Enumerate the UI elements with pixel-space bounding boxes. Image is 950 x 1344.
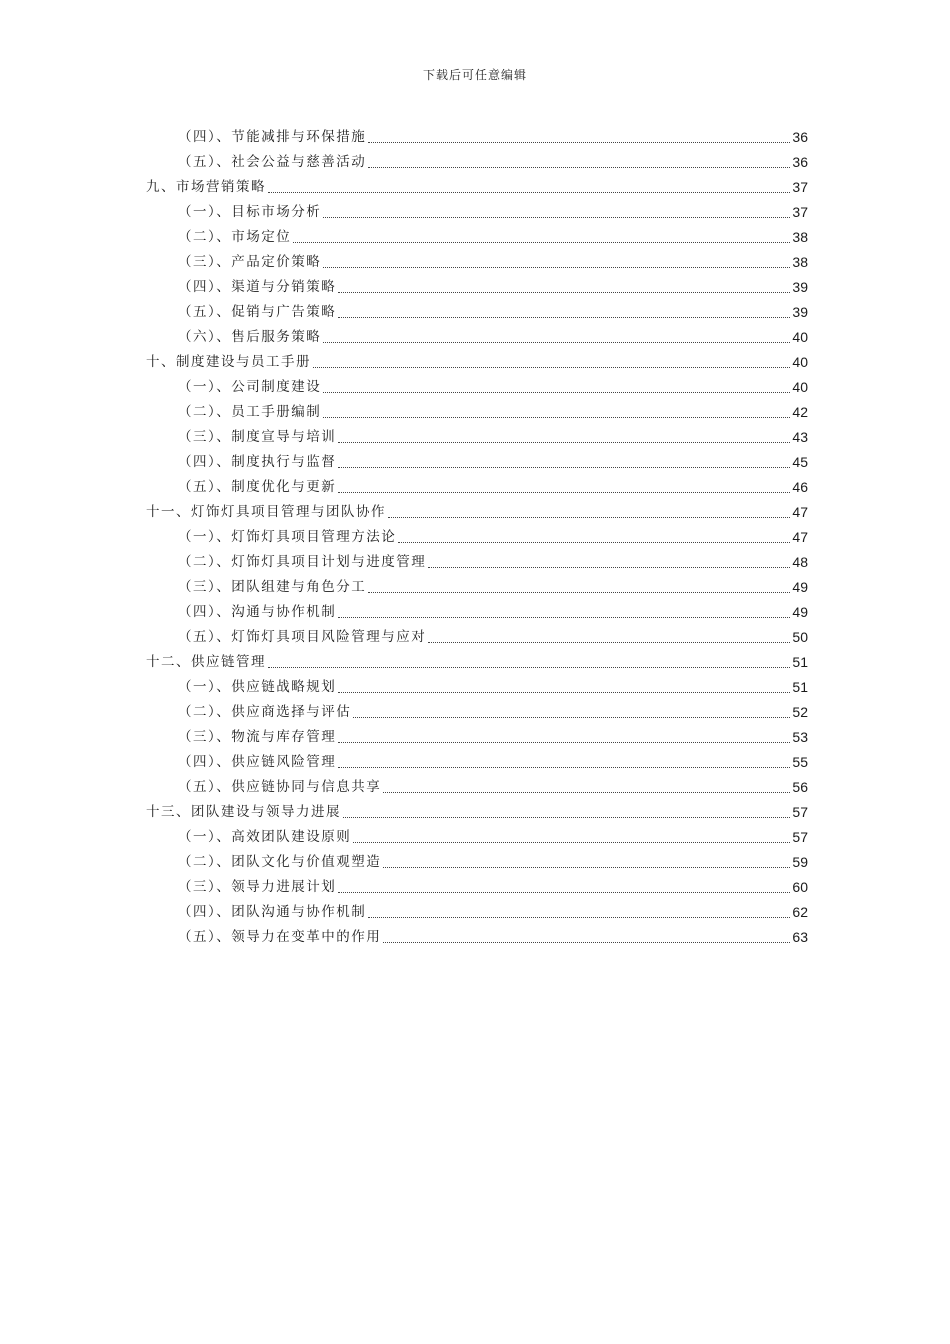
- toc-page-number: 47: [792, 504, 808, 520]
- toc-page-number: 59: [792, 854, 808, 870]
- toc-section-entry[interactable]: [0, 525, 808, 550]
- toc-dot-leader: [323, 217, 790, 218]
- toc-chapter-entry[interactable]: [0, 650, 808, 675]
- toc-page-number: 47: [792, 529, 808, 545]
- toc-page-number: 45: [792, 454, 808, 470]
- toc-section-entry[interactable]: [0, 750, 808, 775]
- toc-page-number: 38: [792, 229, 808, 245]
- toc-entry-title: （四）、团队沟通与协作机制: [178, 904, 367, 920]
- toc-entry-title: 九、市场营销策略: [146, 179, 266, 195]
- toc-section-entry[interactable]: [0, 875, 808, 900]
- toc-entry-title: （六）、售后服务策略: [178, 329, 322, 345]
- toc-dot-leader: [368, 167, 790, 168]
- toc-entry-title: （一）、供应链战略规划: [178, 679, 337, 695]
- toc-section-entry[interactable]: [0, 825, 808, 850]
- toc-dot-leader: [368, 917, 790, 918]
- toc-page-number: 36: [792, 154, 808, 170]
- toc-section-entry[interactable]: [0, 775, 808, 800]
- toc-entry-title: 十二、供应链管理: [146, 654, 266, 670]
- toc-dot-leader: [323, 342, 790, 343]
- toc-page-number: 43: [792, 429, 808, 445]
- toc-dot-leader: [323, 392, 790, 393]
- toc-dot-leader: [338, 692, 790, 693]
- toc-entry-title: （二）、供应商选择与评估: [178, 704, 352, 720]
- toc-page-number: 39: [792, 279, 808, 295]
- toc-page-number: 40: [792, 329, 808, 345]
- toc-entry-title: （五）、促销与广告策略: [178, 304, 337, 320]
- toc-page-number: 42: [792, 404, 808, 420]
- toc-page-number: 53: [792, 729, 808, 745]
- toc-section-entry[interactable]: [0, 325, 808, 350]
- toc-entry-title: （三）、领导力进展计划: [178, 879, 337, 895]
- toc-section-entry[interactable]: [0, 600, 808, 625]
- toc-dot-leader: [268, 667, 790, 668]
- toc-dot-leader: [338, 292, 790, 293]
- toc-page-number: 52: [792, 704, 808, 720]
- toc-section-entry[interactable]: [0, 625, 808, 650]
- toc-page-number: 60: [792, 879, 808, 895]
- toc-page-number: 48: [792, 554, 808, 570]
- toc-entry-title: （三）、物流与库存管理: [178, 729, 337, 745]
- toc-entry-title: 十三、团队建设与领导力进展: [146, 804, 341, 820]
- toc-entry-title: （五）、领导力在变革中的作用: [178, 929, 382, 945]
- toc-dot-leader: [338, 492, 790, 493]
- toc-entry-title: （四）、渠道与分销策略: [178, 279, 337, 295]
- toc-chapter-entry[interactable]: [0, 500, 808, 525]
- toc-section-entry[interactable]: [0, 400, 808, 425]
- toc-entry-title: （五）、制度优化与更新: [178, 479, 337, 495]
- toc-entry-title: 十、制度建设与员工手册: [146, 354, 311, 370]
- toc-dot-leader: [313, 367, 790, 368]
- toc-dot-leader: [293, 242, 790, 243]
- toc-section-entry[interactable]: [0, 850, 808, 875]
- toc-page-number: 57: [792, 804, 808, 820]
- toc-dot-leader: [368, 592, 790, 593]
- toc-section-entry[interactable]: [0, 450, 808, 475]
- toc-section-entry[interactable]: [0, 275, 808, 300]
- toc-dot-leader: [353, 842, 790, 843]
- toc-dot-leader: [353, 717, 790, 718]
- toc-section-entry[interactable]: [0, 675, 808, 700]
- toc-dot-leader: [388, 517, 790, 518]
- toc-chapter-entry[interactable]: [0, 800, 808, 825]
- toc-page-number: 51: [792, 679, 808, 695]
- toc-section-entry[interactable]: [0, 900, 808, 925]
- toc-section-entry[interactable]: [0, 200, 808, 225]
- toc-page-number: 37: [792, 204, 808, 220]
- toc-page-number: 50: [792, 629, 808, 645]
- toc-entry-title: （五）、社会公益与慈善活动: [178, 154, 367, 170]
- toc-section-entry[interactable]: [0, 375, 808, 400]
- toc-entry-title: （三）、团队组建与角色分工: [178, 579, 367, 595]
- toc-entry-title: （一）、目标市场分析: [178, 204, 322, 220]
- toc-page-number: 57: [792, 829, 808, 845]
- toc-dot-leader: [338, 467, 790, 468]
- toc-section-entry[interactable]: [0, 125, 808, 150]
- toc-page-number: 62: [792, 904, 808, 920]
- toc-page-number: 37: [792, 179, 808, 195]
- toc-page-number: 40: [792, 354, 808, 370]
- toc-dot-leader: [368, 142, 790, 143]
- toc-entry-title: （四）、沟通与协作机制: [178, 604, 337, 620]
- toc-page-number: 63: [792, 929, 808, 945]
- toc-dot-leader: [383, 942, 790, 943]
- toc-entry-title: （一）、公司制度建设: [178, 379, 322, 395]
- toc-dot-leader: [323, 267, 790, 268]
- toc-entry-title: （四）、供应链风险管理: [178, 754, 337, 770]
- toc-entry-title: （五）、供应链协同与信息共享: [178, 779, 382, 795]
- toc-page-number: 55: [792, 754, 808, 770]
- toc-page-number: 40: [792, 379, 808, 395]
- toc-entry-title: （三）、产品定价策略: [178, 254, 322, 270]
- toc-entry-title: （一）、高效团队建设原则: [178, 829, 352, 845]
- toc-dot-leader: [338, 767, 790, 768]
- toc-page-number: 39: [792, 304, 808, 320]
- toc-section-entry[interactable]: [0, 150, 808, 175]
- toc-page-number: 51: [792, 654, 808, 670]
- toc-entry-title: （五）、灯饰灯具项目风险管理与应对: [178, 629, 427, 645]
- toc-entry-title: （四）、节能减排与环保措施: [178, 129, 367, 145]
- toc-section-entry[interactable]: [0, 575, 808, 600]
- toc-section-entry[interactable]: [0, 925, 808, 950]
- toc-page-number: 56: [792, 779, 808, 795]
- toc-entry-title: 十一、灯饰灯具项目管理与团队协作: [146, 504, 386, 520]
- toc-section-entry[interactable]: [0, 425, 808, 450]
- toc-entry-title: （二）、灯饰灯具项目计划与进度管理: [178, 554, 427, 570]
- toc-section-entry[interactable]: [0, 250, 808, 275]
- toc-entry-title: （四）、制度执行与监督: [178, 454, 337, 470]
- toc-dot-leader: [343, 817, 790, 818]
- toc-dot-leader: [428, 567, 790, 568]
- toc-section-entry[interactable]: [0, 475, 808, 500]
- toc-dot-leader: [398, 542, 790, 543]
- toc-page-number: 36: [792, 129, 808, 145]
- toc-page-number: 38: [792, 254, 808, 270]
- toc-entry-title: （一）、灯饰灯具项目管理方法论: [178, 529, 397, 545]
- toc-chapter-entry[interactable]: [0, 350, 808, 375]
- toc-chapter-entry[interactable]: [0, 175, 808, 200]
- toc-dot-leader: [268, 192, 790, 193]
- toc-dot-leader: [323, 417, 790, 418]
- toc-page-number: 49: [792, 579, 808, 595]
- toc-dot-leader: [338, 892, 790, 893]
- toc-section-entry[interactable]: [0, 725, 808, 750]
- toc-section-entry[interactable]: [0, 550, 808, 575]
- toc-page-number: 49: [792, 604, 808, 620]
- toc-dot-leader: [338, 742, 790, 743]
- table-of-contents: [0, 125, 950, 950]
- toc-dot-leader: [383, 867, 790, 868]
- toc-entry-title: （二）、员工手册编制: [178, 404, 322, 420]
- toc-entry-title: （三）、制度宣导与培训: [178, 429, 337, 445]
- toc-dot-leader: [383, 792, 790, 793]
- page-header: 下载后可任意编辑: [422, 68, 527, 82]
- toc-page-number: 46: [792, 479, 808, 495]
- toc-entry-title: （二）、市场定位: [178, 229, 292, 245]
- toc-dot-leader: [338, 317, 790, 318]
- toc-entry-title: （二）、团队文化与价值观塑造: [178, 854, 382, 870]
- toc-section-entry[interactable]: [0, 225, 808, 250]
- toc-dot-leader: [338, 617, 790, 618]
- toc-section-entry[interactable]: [0, 700, 808, 725]
- toc-dot-leader: [428, 642, 790, 643]
- toc-section-entry[interactable]: [0, 300, 808, 325]
- toc-dot-leader: [338, 442, 790, 443]
